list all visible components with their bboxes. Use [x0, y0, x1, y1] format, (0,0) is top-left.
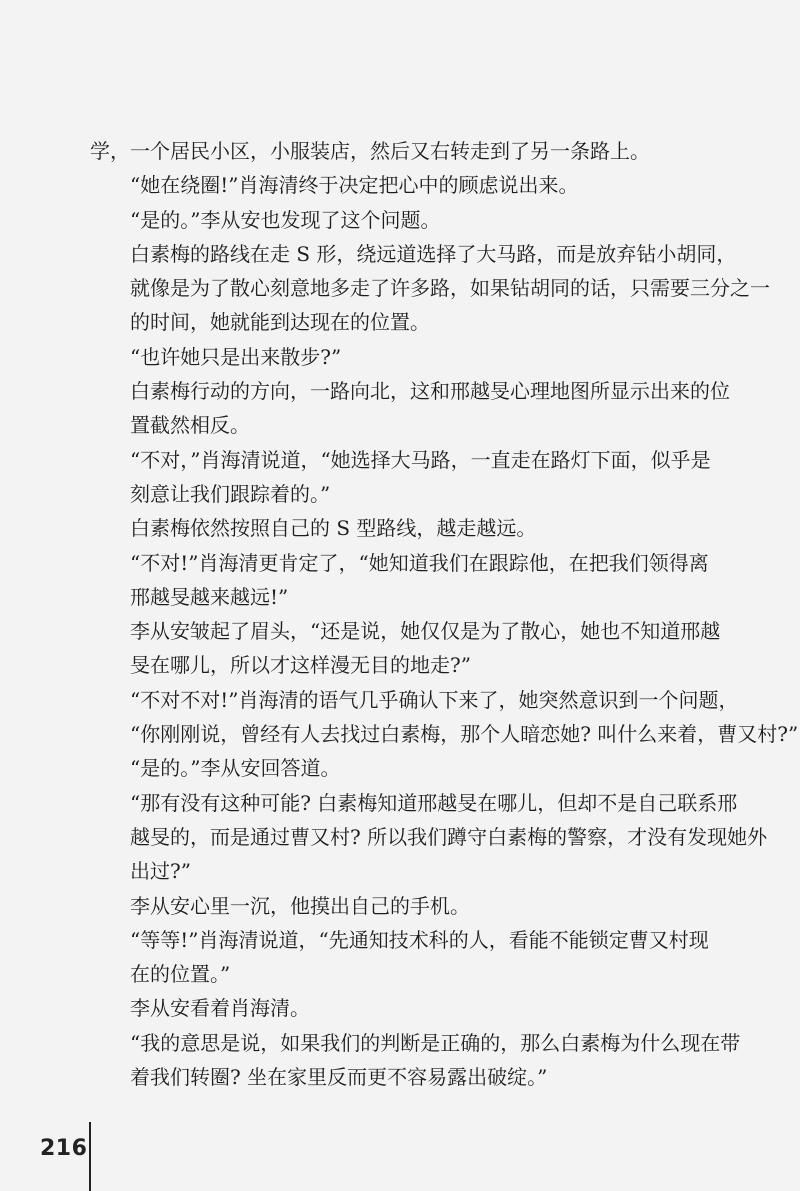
text-line: 的时间，她就能到达现在的位置。: [130, 310, 430, 335]
text-line: 着我们转圈? 坐在家里反而更不容易露出破绽。”: [130, 1065, 548, 1090]
text-line: “你刚刚说，曾经有人去找过白素梅，那个人暗恋她? 叫什么来着，曹又村?”: [130, 722, 799, 747]
text-line: “不对不对!”肖海清的语气几乎确认下来了，她突然意识到一个问题，: [130, 687, 739, 712]
body-text: [90, 134, 799, 1094]
text-line: “她在绕圈!”肖海清终于决定把心中的顾虑说出来。: [130, 173, 579, 198]
text-line: 学，一个居民小区，小服装店，然后又右转走到了另一条路上。: [90, 139, 650, 163]
text-line: “是的。”李从安回答道。: [130, 756, 341, 781]
text-line: “那有没有这种可能? 白素梅知道邢越旻在哪儿，但却不是自己联系邢: [130, 790, 738, 815]
text-line: “我的意思是说，如果我们的判断是正确的，那么白素梅为什么现在带: [130, 1030, 741, 1055]
text-line: “不对，”肖海清说道，“她选择大马路，一直走在路灯下面，似乎是: [130, 447, 711, 472]
text-line: 李从安心里一沉，他摸出自己的手机。: [130, 893, 470, 918]
paragraph: [90, 134, 698, 168]
paragraph: [90, 237, 770, 340]
text-line: “等等!”肖海清说道，“先通知技术科的人，看能不能锁定曹又村现: [130, 927, 709, 952]
paragraph: [90, 546, 709, 615]
text-line: “是的。”李从安也发现了这个问题。: [130, 207, 441, 232]
text-line: 白素梅行动的方向，一路向北，这和邢越旻心理地图所显示出来的位: [130, 379, 730, 404]
text-line: 出过?”: [130, 859, 191, 884]
paragraph: [90, 786, 768, 889]
paragraph: [90, 443, 711, 512]
text-line: 邢越旻越来越远!”: [130, 584, 289, 609]
text-line: 李从安皱起了眉头，“还是说，她仅仅是为了散心，她也不知道邢越: [130, 619, 721, 644]
text-line: 就像是为了散心刻意地多走了许多路，如果钻胡同的话，只需要三分之一: [130, 276, 770, 301]
paragraph: [90, 683, 799, 752]
paragraph: [90, 889, 698, 923]
text-line: 越旻的，而是通过曹又村? 所以我们蹲守白素梅的警察，才没有发现她外: [130, 824, 768, 849]
paragraph: [90, 168, 698, 202]
text-line: 在的位置。”: [130, 962, 231, 987]
paragraph: [90, 374, 730, 443]
paragraph: [90, 923, 709, 992]
paragraph: [90, 614, 721, 683]
page-number-rule: [89, 1122, 91, 1191]
page-number: 216: [40, 1136, 88, 1161]
paragraph: [90, 991, 698, 1025]
text-line: 旻在哪儿，所以才这样漫无目的地走?”: [130, 653, 471, 678]
text-line: 李从安看着肖海清。: [130, 996, 310, 1021]
paragraph: [90, 751, 698, 785]
text-line: “也许她只是出来散步?”: [130, 344, 342, 369]
text-line: 刻意让我们跟踪着的。”: [130, 481, 331, 506]
paragraph: [90, 1026, 741, 1095]
paragraph: [90, 203, 698, 237]
paragraph: [90, 340, 698, 374]
text-line: “不对!”肖海清更肯定了，“她知道我们在跟踪他，在把我们领得离: [130, 550, 709, 575]
text-line: 白素梅依然按照自己的 S 型路线，越走越远。: [130, 516, 537, 541]
paragraph: [90, 511, 698, 545]
text-line: 白素梅的路线在走 S 形，绕远道选择了大马路，而是放弃钻小胡同，: [130, 241, 737, 266]
text-line: 置截然相反。: [130, 413, 250, 438]
